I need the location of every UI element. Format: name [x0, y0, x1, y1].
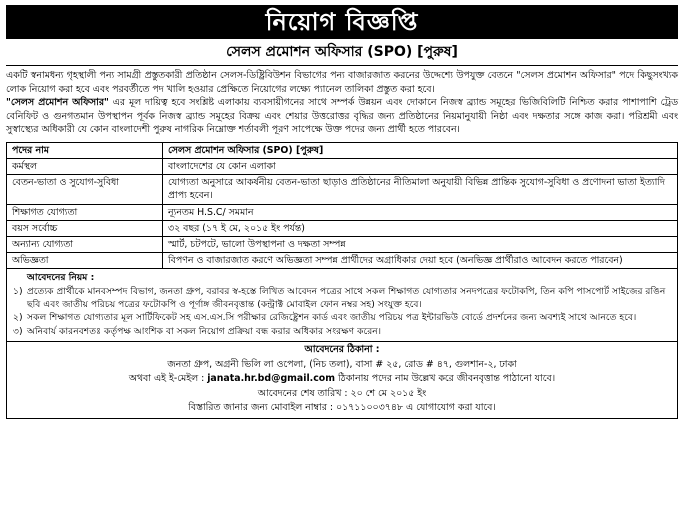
list-item	[13, 285, 671, 312]
application-rules	[6, 269, 678, 342]
email-line	[11, 372, 673, 387]
row-label: পদের নাম	[7, 143, 163, 159]
application-address	[6, 342, 678, 419]
row-label: শিক্ষাগত যোগ্যতা	[7, 204, 163, 220]
rules-title: আবেদনের নিয়ম :	[27, 272, 95, 284]
intro-paragraph-2	[6, 96, 678, 137]
intro-paragraph-1: একটি স্বনামধন্য গৃহস্থালী পন্য সামগ্রী প্রস্তুতকারী প্রতিষ্ঠান সেলস-ডিষ্ট্রিবিউশন বিভাগের পন্য বাজারজাত করনের উদ্দেশ্যে উপযুক্ত বেতনে "সেলস প্রমোশন অফিসার" পদে কিছুসংখ্যক লোক নিয়োগ করা হবে এবং পরবর্তীতে পদ খালি হওয়ার প্রেক্ষিতে নিয়োগের লক্ষ্যে প্যানেল তালিকা প্রস্তুত করা হবে।	[6, 69, 678, 95]
table-row	[7, 220, 678, 236]
email-prefix: অথবা এই ই-মেইল :	[128, 373, 205, 385]
list-item	[13, 311, 671, 324]
table-row	[7, 236, 678, 252]
table-row	[7, 175, 678, 204]
rule-text: প্রত্যেক প্রার্থীকে মানবসম্পদ বিভাগ, জনতা গ্রুপ, বরাবর স্ব-হস্তে লিখিত আবেদন পত্রের সাথে সকল শিক্ষাগত যোগ্যতার সনদপত্রের ফটোকপি, তিন কপি পাসপোর্ট সাইজের রঙিন ছবি এবং জাতীয় পরিচয় পত্রের ফটোকপি ও পূর্ণাঙ্গ জীবনবৃত্তান্ত (কন্ট্রাক্ট মোবাইল ফোন নম্বর সহ) সংযুক্ত হবে।	[27, 285, 666, 310]
row-value: যোগ্যতা অনুসারে আকর্ষনীয় বেতন-ভাতা ছাড়াও প্রতিষ্ঠানের নীতিমালা অনুযায়ী বিভিন্ন প্রান্তিক সুযোগ-সুবিধা ও প্রণোদনা ভাতা ইত্যাদি প্রাপ্য হবেন।	[163, 175, 678, 204]
row-label: অন্যান্য যোগ্যতা	[7, 236, 163, 252]
mobile-contact: বিস্তারিত জানার জন্য মোবাইল নাম্বার : ০১৭১১০০৩৭৪৮ এ যোগাযোগ করা যাবে।	[188, 402, 496, 414]
deadline: আবেদনের শেষ তারিখ : ২০ শে মে ২০১৫ ইং	[257, 387, 427, 399]
table-row	[7, 143, 678, 159]
intro-text	[6, 69, 678, 137]
row-value: সেলস প্রমোশন অফিসার (SPO) [পুরুষ]	[163, 143, 678, 159]
row-label: কর্মস্থল	[7, 159, 163, 175]
row-value: স্মার্ট, চটপটে, ভালো উপস্থাপনা ও দক্ষতা সম্পন্ন	[163, 236, 678, 252]
rule-number: ৩)	[13, 325, 23, 337]
table-row	[7, 204, 678, 220]
post-heading: সেলস প্রমোশন অফিসার (SPO) [পুরুষ]	[6, 43, 678, 66]
address-title: আবেদনের ঠিকানা :	[304, 343, 380, 355]
requirements-table	[6, 142, 678, 269]
intro-paragraph-2-text: এর মূল দায়িত্ব হবে সংশ্লিষ্ট এলাকায় ব্যবসায়ীগনের সাথে সম্পর্ক উন্নয়ন এবং দোকানে নিজস্ব ব্র্যান্ড সমূহের ভিজিবিলিটি নিশ্চিত করার পাশাপাশি ট্রেড বেনিফিট ও গুনগতমান উপস্থাপন পূর্বক নিজস্ব ব্র্যান্ড সমূহের বিক্রয় এবং শেয়ার উত্তরোত্তর বৃদ্ধির জন্য প্রতিষ্ঠানের নিয়মানুযায়ী নিষ্ঠা এবং দক্ষতার সঙ্গে কাজ করা। পরিশ্রমী এবং সুস্বাস্থ্যের অধিকারী যে কোন বাংলাদেশী পুরুষ নাগরিক নিম্নোক্ত শর্তাবলী পূরণ সাপেক্ষে উক্ত পদের জন্য প্রার্থী হতে পারবেন।	[6, 97, 678, 136]
intro-role-name: "সেলস প্রমোশন অফিসার"	[6, 97, 109, 109]
job-advertisement	[6, 5, 678, 505]
row-label: অভিজ্ঞতা	[7, 253, 163, 269]
address-line: জনতা গ্রুপ, অগ্রনী ভিলি লা ওপেলা, (নিচ তলা), বাসা # ২৫, রোড # ৪৭, গুলশান-২, ঢাকা	[167, 358, 517, 370]
table-row	[7, 159, 678, 175]
row-value: বাংলাদেশের যে কোন এলাকা	[163, 159, 678, 175]
email-suffix: ঠিকানায় পদের নাম উল্লেখ করে জীবনবৃত্তান্ত পাঠানো যাবে।	[338, 373, 556, 385]
email-link[interactable]: janata.hr.bd@gmail.com	[207, 373, 336, 385]
row-value: বিপণন ও বাজারজাত করণে অভিজ্ঞতা সম্পন্ন প্রার্থীদের অগ্রাধিকার দেয়া হবে (অনভিজ্ঞ প্রার্থীরাও আবেদন করতে পারবেন)	[163, 253, 678, 269]
row-label: বয়স সর্বোচ্চ	[7, 220, 163, 236]
rule-number: ১)	[13, 285, 23, 297]
row-value: ৩২ বছর (১৭ ই মে, ২০১৫ ইং পর্যন্ত)	[163, 220, 678, 236]
list-item	[13, 325, 671, 338]
row-label: বেতন-ভাতা ও সুযোগ-সুবিধা	[7, 175, 163, 204]
rule-text: অনিবার্য কারনবশতঃ কর্তৃপক্ষ আংশিক বা সকল নিয়োগ প্রক্রিয়া বন্ধ করার অধিকার সংরক্ষণ করেন।	[27, 325, 382, 337]
table-row	[7, 253, 678, 269]
ad-title: নিয়োগ বিজ্ঞপ্তি	[6, 5, 678, 39]
row-value: ন্যূনতম H.S.C/ সমমান	[163, 204, 678, 220]
rule-number: ২)	[13, 312, 23, 324]
rule-text: সকল শিক্ষাগত যোগ্যতার মূল সার্টিফিকেট সহ এস.এস.সি পরীক্ষার রেজিষ্ট্রেশন কার্ড এবং জাতীয় পরিচয় পত্র ইন্টারভিউ বোর্ডে প্রদর্শনের জন্য অবশ্যই সাথে আনতে হবে।	[27, 312, 637, 324]
